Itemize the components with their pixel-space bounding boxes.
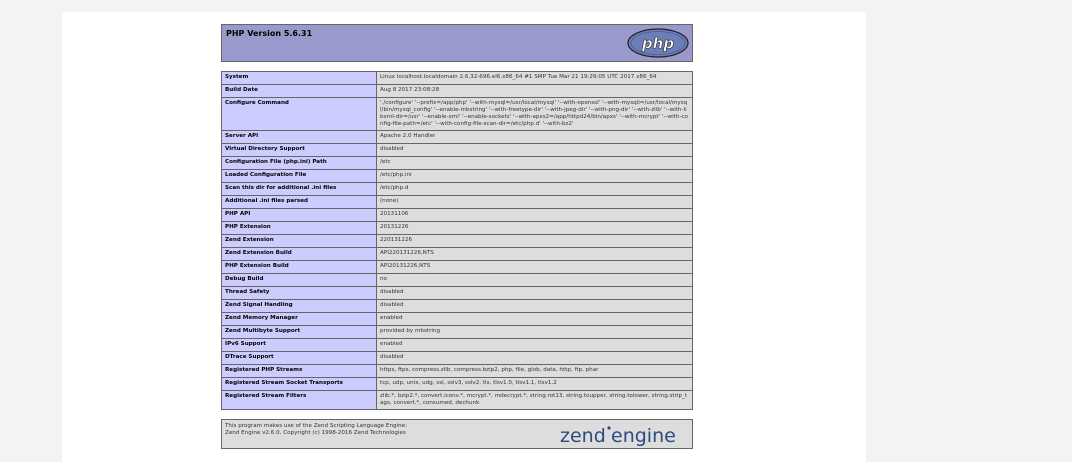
row-value: enabled	[377, 313, 693, 326]
row-value: 20131226	[377, 222, 693, 235]
table-row	[222, 222, 693, 235]
phpinfo-content	[221, 24, 693, 449]
row-value: disabled	[377, 144, 693, 157]
row-value: API20131226,NTS	[377, 261, 693, 274]
table-row	[222, 391, 693, 410]
row-value: no	[377, 274, 693, 287]
info-table	[221, 71, 693, 410]
table-row	[222, 72, 693, 85]
table-row	[222, 235, 693, 248]
row-label: Zend Memory Manager	[222, 313, 377, 326]
row-value: tcp, udp, unix, udg, ssl, sslv3, sslv2, tls, tlsv1.0, tlsv1.1, tlsv1.2	[377, 378, 693, 391]
row-label: Zend Multibyte Support	[222, 326, 377, 339]
table-row	[222, 365, 693, 378]
row-label: PHP Extension Build	[222, 261, 377, 274]
row-value: /etc	[377, 157, 693, 170]
table-row	[222, 261, 693, 274]
zend-engine-logo-icon	[560, 424, 688, 446]
row-label: Scan this dir for additional .ini files	[222, 183, 377, 196]
table-row	[222, 287, 693, 300]
table-row	[222, 131, 693, 144]
row-label: Server API	[222, 131, 377, 144]
row-label: IPv6 Support	[222, 339, 377, 352]
row-value: 220131226	[377, 235, 693, 248]
zend-version: Zend Engine v2.6.0, Copyright (c) 1998-2016 Zend Technologies	[225, 430, 406, 436]
row-value: provided by mbstring	[377, 326, 693, 339]
row-value: Linux localhost.localdomain 2.6.32-696.el6.x86_64 #1 SMP Tue Mar 21 19:29:05 UTC 2017 x86_64	[377, 72, 693, 85]
row-label: Registered Stream Socket Transports	[222, 378, 377, 391]
row-label: System	[222, 72, 377, 85]
row-value: './configure' '--prefix=/app/php' '--with-mysql=/usr/local/mysql' '--with-openssl' '--with-mysqli=/usr/local/mysql/bin/mysql_config' '--enable-mbstring' '--with-freetype-dir' '--with-jpeg-dir' '--with-png-dir' '--with-zlib' '--with-libxml-dir=/usr' '--enable-xml' '--enable-sockets' '--with-apxs2=/app/httpd24/bin/apxs' '--with-mcrypt' '--with-config-file-path=/etc' '--with-config-file-scan-dir=/etc/php.d' '--with-bz2'	[377, 98, 693, 131]
zend-logo-text: zend	[560, 425, 606, 446]
table-row	[222, 183, 693, 196]
table-row	[222, 157, 693, 170]
row-label: Zend Extension Build	[222, 248, 377, 261]
row-value: (none)	[377, 196, 693, 209]
table-row	[222, 144, 693, 157]
table-row	[222, 85, 693, 98]
row-label: Registered Stream Filters	[222, 391, 377, 410]
row-label: Zend Signal Handling	[222, 300, 377, 313]
row-label: Additional .ini files parsed	[222, 196, 377, 209]
table-row	[222, 339, 693, 352]
table-row	[222, 378, 693, 391]
row-value: disabled	[377, 287, 693, 300]
row-label: Loaded Configuration File	[222, 170, 377, 183]
engine-logo-text: engine	[611, 425, 676, 446]
row-value: Aug 8 2017 23:08:28	[377, 85, 693, 98]
table-row	[222, 248, 693, 261]
table-row	[222, 170, 693, 183]
row-value: enabled	[377, 339, 693, 352]
row-value: /etc/php.d	[377, 183, 693, 196]
php-logo-icon	[627, 28, 689, 58]
table-row	[222, 209, 693, 222]
version-header	[221, 24, 693, 62]
row-value: API220131226,NTS	[377, 248, 693, 261]
table-row	[222, 313, 693, 326]
table-row	[222, 300, 693, 313]
row-label: Zend Extension	[222, 235, 377, 248]
row-value: Apache 2.0 Handler	[377, 131, 693, 144]
row-label: DTrace Support	[222, 352, 377, 365]
zend-footer	[221, 419, 693, 449]
table-row	[222, 274, 693, 287]
row-value: disabled	[377, 352, 693, 365]
row-value: disabled	[377, 300, 693, 313]
table-row	[222, 98, 693, 131]
table-row	[222, 352, 693, 365]
row-label: Thread Safety	[222, 287, 377, 300]
page-title: PHP Version 5.6.31	[226, 29, 313, 38]
row-label: Configuration File (php.ini) Path	[222, 157, 377, 170]
row-label: PHP API	[222, 209, 377, 222]
row-value: 20131106	[377, 209, 693, 222]
zend-notice: This program makes use of the Zend Scripting Language Engine:	[225, 423, 407, 429]
row-label: Virtual Directory Support	[222, 144, 377, 157]
row-label: Build Date	[222, 85, 377, 98]
row-label: Configure Command	[222, 98, 377, 131]
row-label: Debug Build	[222, 274, 377, 287]
table-row	[222, 196, 693, 209]
row-value: zlib.*, bzip2.*, convert.iconv.*, mcrypt.*, mdecrypt.*, string.rot13, string.toupper, string.tolower, string.strip_tags, convert.*, consumed, dechunk	[377, 391, 693, 410]
row-value: /etc/php.ini	[377, 170, 693, 183]
php-logo-text: php	[641, 34, 675, 53]
row-value: https, ftps, compress.zlib, compress.bzip2, php, file, glob, data, http, ftp, phar	[377, 365, 693, 378]
row-label: PHP Extension	[222, 222, 377, 235]
table-row	[222, 326, 693, 339]
row-label: Registered PHP Streams	[222, 365, 377, 378]
